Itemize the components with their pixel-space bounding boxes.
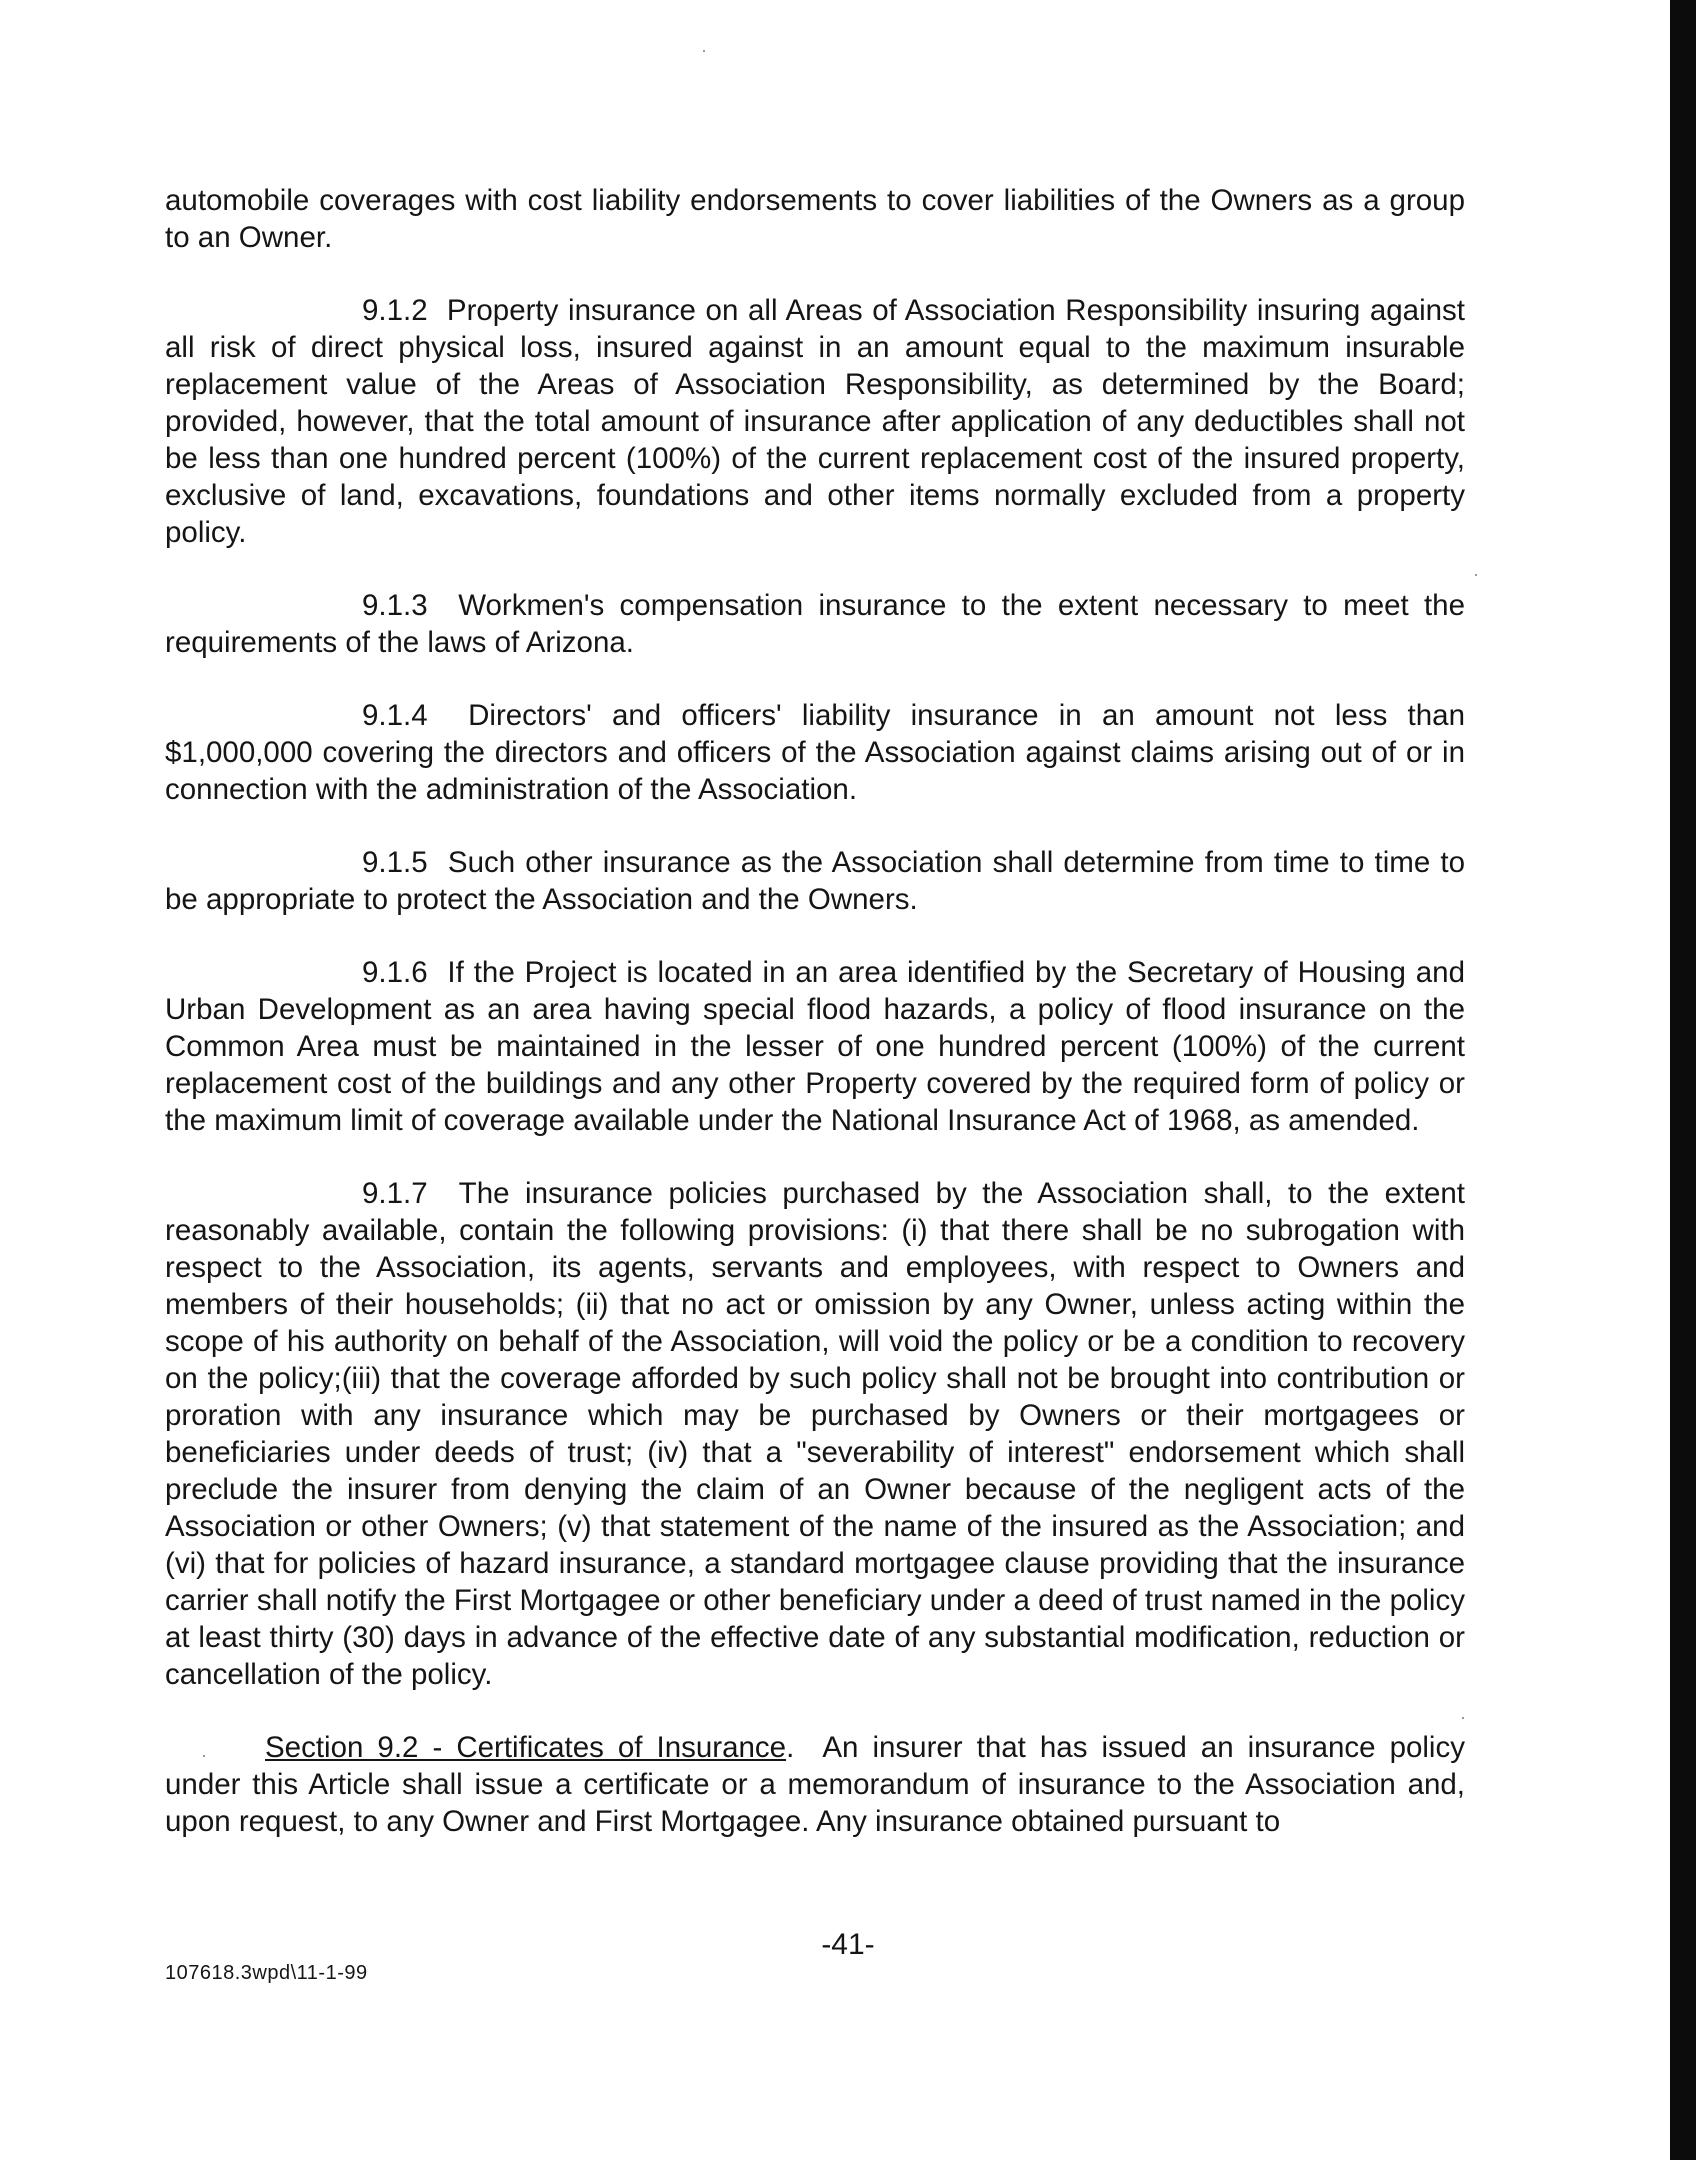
clause-number: 9.1.2 [362,294,428,327]
paragraph-9-1-2 [165,292,1465,551]
scan-edge-bar [1670,0,1696,2160]
clause-text: The insurance policies purchased by the Association shall, to the extent reasonably available, contain the following provisions: (i) that there shall be no subrogation with respect to the Association, its agents, servants and employees, with respect to Owners and members of their households; (ii) that no act or omission by any Owner, unless acting within the scope of his authority on behalf of the Association, will void the policy or be a condition to recovery on the policy;(iii) that the coverage afforded by such policy shall not be brought into contribution or proration with any insurance which may be purchased by Owners or their mortgagees or beneficiaries under deeds of trust; (iv) that a "severability of interest" endorsement which shall preclude the insurer from denying the claim of an Owner because of the negligent acts of the Association or other Owners; (v) that statement of the name of the insured as the Association; and (vi) that for policies of hazard insurance, a standard mortgagee clause providing that the insurance carrier shall notify the First Mortgagee or other beneficiary under a deed of trust named in the policy at least thirty (30) days in advance of the effective date of any substantial modification, reduction or cancellation of the policy. [165,1177,1465,1691]
clause-number: 9.1.6 [362,956,428,989]
clause-text: Property insurance on all Areas of Association Responsibility insuring against all risk of direct physical loss, insured against in an amount equal to the maximum insurable replacement value of the Areas of Association Responsibility, as determined by the Board; provided, however, that the total amount of insurance after application of any deductibles shall not be less than one hundred percent (100%) of the current replacement cost of the insured property, exclusive of land, excavations, foundations and other items normally excluded from a property policy. [165,294,1465,549]
clause-number: 9.1.3 [362,589,428,622]
paragraph-9-1-6 [165,954,1465,1139]
clause-text: Workmen's compensation insurance to the extent necessary to meet the requirements of the laws of Arizona. [165,589,1465,659]
section-text: An insurer that has issued an insurance policy under this Article shall issue a certificate or a memorandum of insurance to the Association and, upon request, to any Owner and First Mortgagee. Any insurance obtained pursuant to [165,1731,1465,1838]
paragraph-9-1-3 [165,587,1465,661]
paragraph-9-1-5 [165,844,1465,918]
clause-text: Such other insurance as the Association shall determine from time to time to be appropriate to protect the Association and the Owners. [165,846,1465,916]
scan-speck [703,50,705,52]
scan-speck [1475,574,1477,576]
page-number: -41- [821,1928,875,1961]
section-heading: Section 9.2 - Certificates of Insurance [265,1731,787,1764]
section-heading-punct: . [786,1731,795,1764]
paragraph-continuation: automobile coverages with cost liability endorsements to cover liabilities of the Owners as a group to an Owner. [165,184,1465,254]
clause-text: Directors' and officers' liability insurance in an amount not less than $1,000,000 covering the directors and officers of the Association against claims arising out of or in connection with the administration of the Association. [165,699,1465,806]
paragraph-9-1-4 [165,697,1465,808]
document-body [165,182,1465,1876]
section-9-2-paragraph [165,1729,1465,1840]
clause-number: 9.1.7 [362,1177,428,1210]
clause-number: 9.1.4 [362,699,428,732]
document-id: 107618.3wpd\11-1-99 [165,1962,368,1984]
paragraph-9-1-7 [165,1175,1465,1693]
clause-text: If the Project is located in an area identified by the Secretary of Housing and Urban Development as an area having special flood hazards, a policy of flood insurance on the Common Area must be maintained in the lesser of one hundred percent (100%) of the current replacement cost of the buildings and any other Property covered by the required form of policy or the maximum limit of coverage available under the National Insurance Act of 1968, as amended. [165,956,1465,1137]
clause-number: 9.1.5 [362,846,428,879]
